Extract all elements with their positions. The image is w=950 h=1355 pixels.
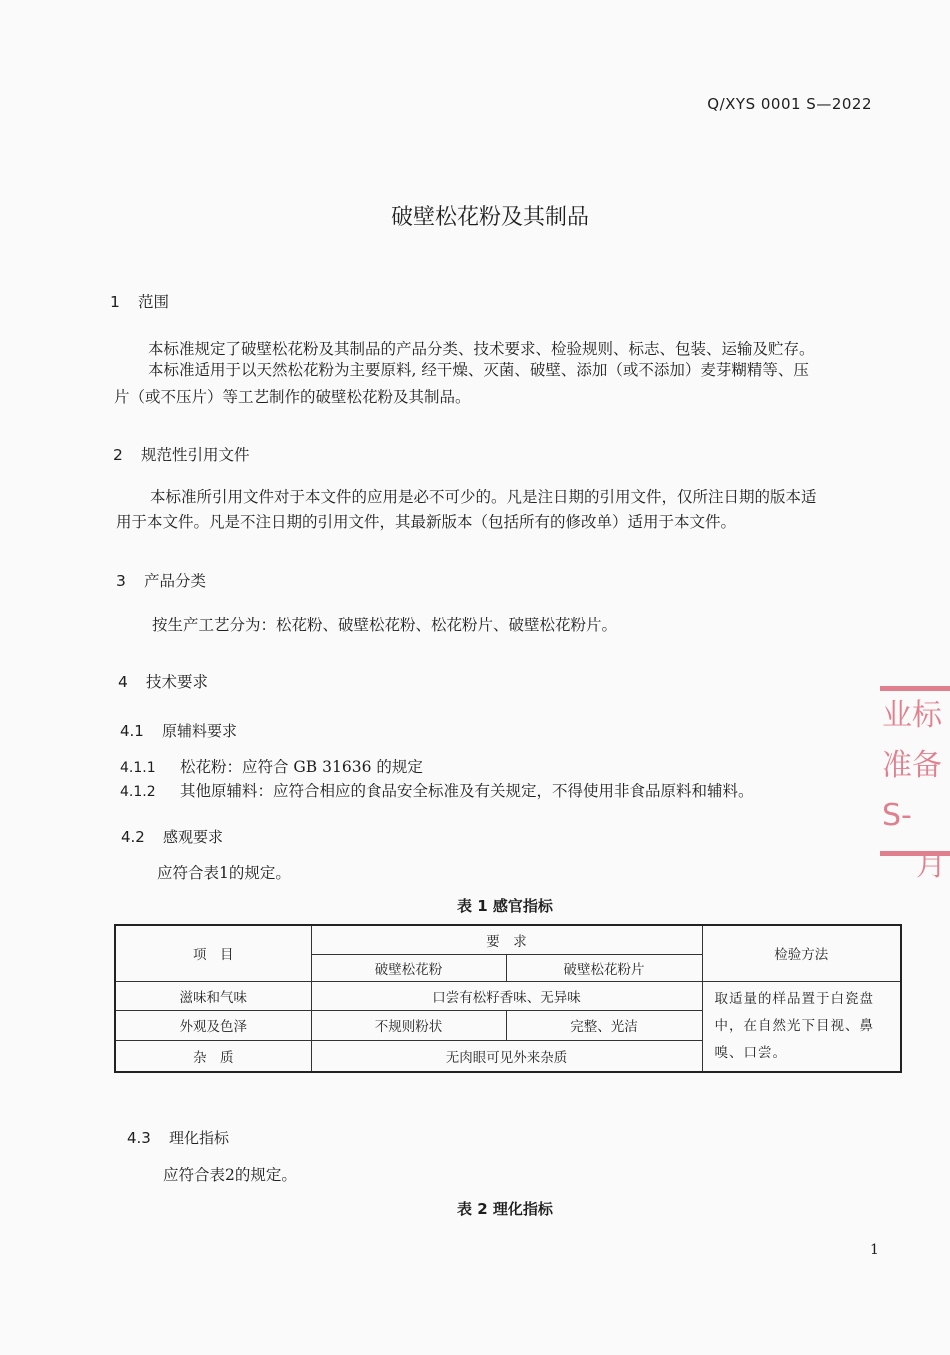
row-item: 外观及色泽 — [115, 1010, 311, 1040]
sensory-table — [114, 924, 902, 1073]
sensory-paragraph: 应符合表1的规定。 — [157, 864, 291, 882]
section-number: 3 — [116, 572, 126, 590]
section-number: 4 — [118, 673, 128, 691]
section-4-1-heading — [120, 720, 237, 741]
row-item: 杂 质 — [115, 1040, 311, 1071]
references-paragraph-line-2: 用于本文件。凡是不注日期的引用文件，其最新版本（包括所有的修改单）适用于本文件。 — [116, 513, 737, 531]
section-4-3-heading — [127, 1127, 229, 1148]
row-value-b: 完整、光洁 — [506, 1010, 702, 1040]
stamp-line: 月 — [916, 848, 946, 883]
scope-paragraph-2-line-2: 片（或不压片）等工艺制作的破壁松花粉及其制品。 — [114, 388, 471, 406]
section-2-heading — [113, 443, 250, 465]
clause-4-1-2 — [120, 779, 754, 801]
row-item: 滋味和气味 — [115, 981, 311, 1010]
clause-4-1-1 — [120, 755, 423, 777]
physchem-paragraph: 应符合表2的规定。 — [163, 1166, 297, 1184]
section-4-heading — [118, 670, 208, 692]
header-method: 检验方法 — [702, 925, 901, 981]
row-value: 口尝有松籽香味、无异味 — [311, 981, 702, 1010]
stamp-line: 业标准备 — [882, 698, 942, 783]
clause-number: 4.1.1 — [120, 760, 156, 776]
section-number: 4.1 — [120, 722, 144, 740]
clause-text: 其他原辅料：应符合相应的食品安全标准及有关规定，不得使用非食品原料和辅料。 — [180, 782, 754, 800]
header-col-b: 破壁松花粉片 — [506, 954, 702, 981]
stamp-line: S- — [882, 798, 912, 833]
section-number: 1 — [110, 293, 120, 311]
standard-code: Q/XYS 0001 S—2022 — [707, 95, 872, 113]
clause-number: 4.1.2 — [120, 784, 156, 800]
table-2-caption: 表 2 理化指标 — [457, 1200, 553, 1218]
approval-stamp — [880, 686, 950, 883]
page-number: 1 — [870, 1242, 879, 1258]
section-1-heading — [110, 290, 169, 312]
row-value-a: 不规则粉状 — [311, 1010, 506, 1040]
document-title: 破壁松花粉及其制品 — [390, 205, 589, 230]
header-item: 项 目 — [115, 925, 311, 981]
section-title: 原辅料要求 — [162, 722, 238, 740]
scope-paragraph-1: 本标准规定了破壁松花粉及其制品的产品分类、技术要求、检验规则、标志、包装、运输及贮存。 — [148, 340, 815, 358]
header-col-a: 破壁松花粉 — [311, 954, 506, 981]
scope-paragraph-2-line-1: 本标准适用于以天然松花粉为主要原料, 经干燥、灭菌、破壁、添加（或不添加）麦芽糊精等、压 — [148, 361, 809, 379]
section-title: 范围 — [138, 293, 170, 311]
clause-text: 松花粉：应符合 GB 31636 的规定 — [180, 758, 423, 776]
method-cell: 取适量的样品置于白瓷盘中，在自然光下目视、鼻嗅、口尝。 — [702, 981, 901, 1072]
section-number: 4.3 — [127, 1129, 151, 1147]
section-number: 4.2 — [121, 828, 145, 846]
section-number: 2 — [113, 446, 123, 464]
table-1-caption: 表 1 感官指标 — [457, 897, 553, 915]
section-title: 技术要求 — [146, 673, 209, 691]
section-3-heading — [116, 569, 206, 591]
section-title: 感观要求 — [163, 828, 224, 846]
row-value: 无肉眼可见外来杂质 — [311, 1040, 702, 1071]
section-title: 规范性引用文件 — [141, 446, 250, 464]
references-paragraph-line-1: 本标准所引用文件对于本文件的应用是必不可少的。凡是注日期的引用文件，仅所注日期的版本适 — [150, 488, 817, 506]
classification-paragraph: 按生产工艺分为：松花粉、破壁松花粉、松花粉片、破壁松花粉片。 — [152, 616, 618, 634]
section-4-2-heading — [121, 826, 223, 847]
table-row — [115, 981, 901, 1010]
section-title: 产品分类 — [144, 572, 207, 590]
section-title: 理化指标 — [169, 1129, 230, 1147]
header-requirement: 要 求 — [311, 925, 702, 954]
